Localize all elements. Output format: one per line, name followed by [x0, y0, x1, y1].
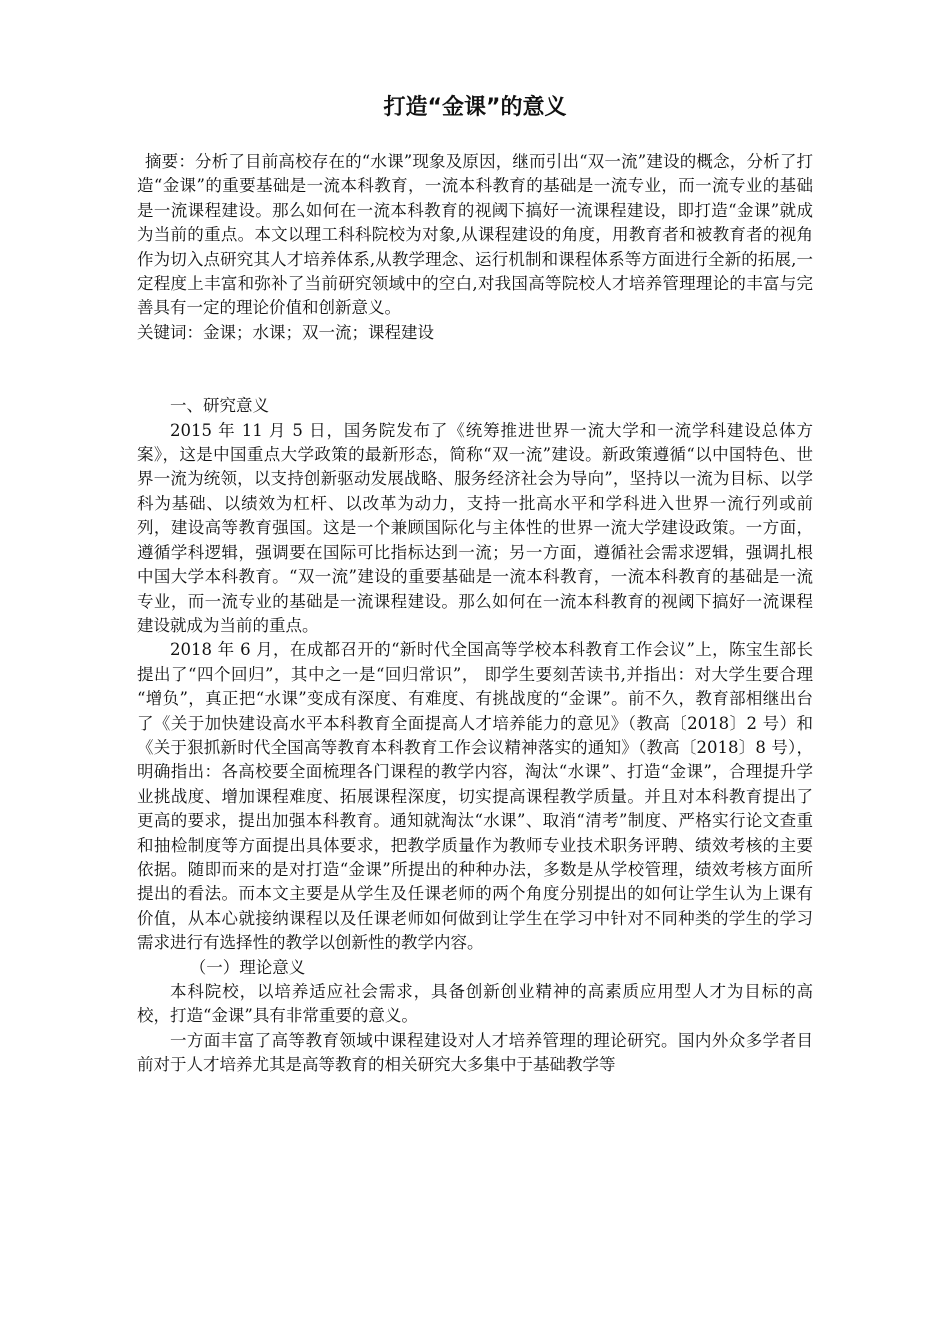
body-paragraph: 本科院校，以培养适应社会需求，具备创新创业精神的高素质应用型人才为目标的高校，打造“金课”具有非常重要的意义。 [137, 982, 813, 1026]
abstract-paragraph: 摘要：分析了目前高校存在的“水课”现象及原因，继而引出“双一流”建设的概念，分析了打造“金课”的重要基础是一流本科教育，一流本科教育的基础是一流专业，而一流专业的基础是一流课程建设。那么如何在一流本科教育的视阈下搞好一流课程建设，即打造“金课”就成为当前的重点。本文以理工科科院校为对象,从课程建设的角度，用教育者和被教育者的视角作为切入点研究其人才培养体系,从教学理念、运行机制和课程体系等方面进行全新的拓展,一定程度上丰富和弥补了当前研究领域中的空白,对我国高等院校人才培养管理理论的丰富与完善具有一定的理论价值和创新意义。 [137, 152, 813, 318]
section-heading: 一、研究意义 [170, 396, 269, 416]
body-paragraph: 一方面丰富了高等教育领域中课程建设对人才培养管理的理论研究。国内外众多学者目前对于人才培养尤其是高等教育的相关研究大多集中于基础教学等 [137, 1030, 813, 1075]
keywords-line: 关键词：金课；水课；双一流；课程建设 [137, 322, 434, 342]
body-paragraph: 2018 年 6 月，在成都召开的“新时代全国高等学校本科教育工作会议”上，陈宝生部长提出了“四个回归”，其中之一是“回归常识”， 即学生要刻苦读书,并指出：对大学生要合理 “增负”，真正把“水课”变成有深度、有难度、有挑战度的“金课”。前不久，教育部相继出台了《关于加快建设高水平本科教育全面提高人才培养能力的意见》（教高〔2018〕2 号）和《关于狠抓新时代全国高等教育本科教育工作会议精神落实的通知》（教高〔2018〕8 号），明确指出：各高校要全面梳理各门课程的教学内容，淘汰“水课”、打造“金课”，合理提升学业挑战度、增加课程难度、拓展课程深度，切实提高课程教学质量。并且对本科教育提出了更高的要求，提出加强本科教育。通知就淘汰“水课”、取消“清考”制度、严格实行论文查重和抽检制度等方面提出具体要求，把教学质量作为教师专业技术职务评聘、绩效考核的主要依据。随即而来的是对打造“金课”所提出的种种办法，多数是从学校管理，绩效考核方面所提出的看法。而本文主要是从学生及任课老师的两个角度分别提出的如何让学生认为上课有价值，从本心就接纳课程以及任课老师如何做到让学生在学习中针对不同种类的学生的学习需求进行有选择性的教学以创新性的教学内容。 [137, 640, 813, 953]
body-paragraph: 2015 年 11 月 5 日，国务院发布了《统筹推进世界一流大学和一流学科建设总体方案》，这是中国重点大学政策的最新形态，简称“双一流”建设。新政策遵循“以中国特色、世界一流为统领，以支持创新驱动发展战略、服务经济社会为导向”，坚持以一流为目标、以学科为基础、以绩效为杠杆、以改革为动力，支持一批高水平和学科进入世界一流行列或前列，建设高等教育强国。这是一个兼顾国际化与主体性的世界一流大学建设政策。一方面，遵循学科逻辑，强调要在国际可比指标达到一流；另一方面，遵循社会需求逻辑，强调扎根中国大学本科教育。“双一流”建设的重要基础是一流本科教育，一流本科教育的基础是一流专业，而一流专业的基础是一流课程建设。那么如何在一流本科教育的视阈下搞好一流课程建设就成为当前的重点。 [137, 420, 813, 635]
document-body [137, 150, 813, 1078]
section-spacer [137, 345, 813, 394]
document-title: 打造“金课”的意义 [383, 95, 567, 120]
subsection-heading: （一）理论意义 [189, 957, 306, 977]
